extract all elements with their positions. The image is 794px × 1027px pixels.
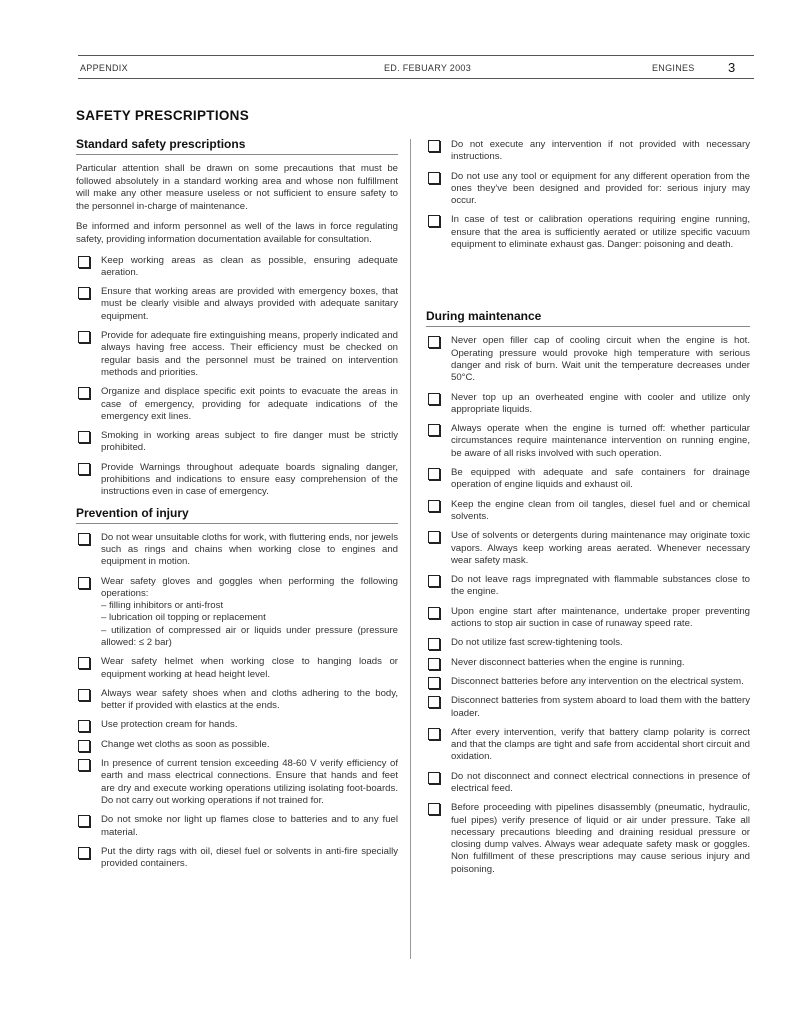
maintenance-checklist [426,335,750,876]
checklist-item: Upon engine start after maintenance, undertake proper preventing actions to stop air suction in case of runaway speed rate. [426,606,750,631]
checkbox-icon [78,387,90,399]
checkbox-icon [78,847,90,859]
checkbox-icon [428,696,440,708]
checklist-item: Ensure that working areas are provided with emergency boxes, that must be clearly visible and always provided with adequate sanitary equipment. [76,286,398,323]
checklist-item: Disconnect batteries from system aboard to load them with the battery loader. [426,695,750,720]
checklist-item: Use protection cream for hands. [76,719,398,731]
checkbox-icon [428,575,440,587]
checkbox-icon [78,256,90,268]
right-column [426,139,750,883]
checkbox-icon [78,577,90,589]
header-section-label: APPENDIX [80,63,128,73]
checklist-item: Do not disconnect and connect electrical connections in presence of electrical feed. [426,771,750,796]
checklist-item: Do not utilize fast screw-tightening tools. [426,637,750,649]
checkbox-icon [78,463,90,475]
checklist-item: Change wet cloths as soon as possible. [76,739,398,751]
checklist-item: Do not smoke nor light up flames close to batteries and to any fuel material. [76,814,398,839]
checklist-item: Provide for adequate fire extinguishing means, properly indicated and always having free access. Their efficiency must be checked on regular basis and the personnel must be trained on intervention methods and priorities. [76,330,398,379]
checklist-item: Before proceeding with pipelines disassembly (pneumatic, hydraulic, fuel pipes) verify presence of liquid or air under pressure. Take all necessary precautions bleeding and draining residual pressure or closing dump valves. Always wear adequate safety mask or goggles. Non fulfillment of these prescriptions may cause serious injury and poisoning. [426,802,750,876]
checkbox-icon [428,424,440,436]
checklist-item: Be equipped with adequate and safe containers for drainage operation of engine liquids and exhaust oil. [426,467,750,492]
checklist-item: Do not execute any intervention if not provided with necessary instructions. [426,139,750,164]
section-title-injury: Prevention of injury [76,506,398,524]
continued-checklist [426,139,750,251]
header-bottom-rule [78,78,754,79]
checkbox-icon [78,740,90,752]
checklist-item: Provide Warnings throughout adequate boards signaling danger, prohibitions and indications to ensure easy comprehension of the instructions even in case of emergency. [76,462,398,499]
checkbox-icon [428,468,440,480]
checkbox-icon [428,728,440,740]
paragraph: Particular attention shall be drawn on some precautions that must be followed absolutely in a standard working area and whose non fulfillment will make any other measure useless or not sufficient to ensure safety to the personnel in-charge of maintenance. [76,163,398,212]
page-number: 3 [728,60,736,75]
standard-checklist [76,255,398,499]
checklist-item: Smoking in working areas subject to fire danger must be strictly prohibited. [76,430,398,455]
checklist-item: Never disconnect batteries when the engine is running. [426,657,750,669]
checklist-item: Keep the engine clean from oil tangles, diesel fuel and or chemical solvents. [426,499,750,524]
checklist-item: Do not leave rags impregnated with flammable substances close to the engine. [426,574,750,599]
section-title-maintenance: During maintenance [426,309,750,327]
checkbox-icon [428,172,440,184]
checkbox-icon [428,531,440,543]
checklist-item: Keep working areas as clean as possible, ensuring adequate aeration. [76,255,398,280]
checkbox-icon [428,638,440,650]
checkbox-icon [428,393,440,405]
checkbox-icon [78,689,90,701]
checklist-item: Use of solvents or detergents during maintenance may originate toxic vapors. Always keep working areas aerated. Whenever necessary wear safety mask. [426,530,750,567]
checklist-item: Organize and displace specific exit points to evacuate the areas in case of emergency, providing for adequate indications of the emergency exit lines. [76,386,398,423]
checkbox-icon [428,772,440,784]
checklist-item: After every intervention, verify that battery clamp polarity is correct and that the clamps are tight and safe from accidental short circuit and oxidation. [426,727,750,764]
checkbox-icon [428,336,440,348]
column-divider [410,139,411,959]
checkbox-icon [428,500,440,512]
checklist-item: Never top up an overheated engine with cooler and utilize only appropriate liquids. [426,392,750,417]
checkbox-icon [78,657,90,669]
section-title-standard: Standard safety prescriptions [76,137,398,155]
sub-item: – filling inhibitors or anti-frost [101,600,224,612]
checkbox-icon [428,677,440,689]
checklist-item: Do not wear unsuitable cloths for work, with fluttering ends, nor jewels such as rings and chains when working close to engines and equipment in motion. [76,532,398,569]
checklist-item: Always operate when the engine is turned off: whether particular circumstances require maintenance intervention on running engine, be aware of all risks involved with such operation. [426,423,750,460]
sub-item: – lubrication oil topping or replacement [101,612,266,624]
header-top-rule [78,55,754,56]
checkbox-icon [78,431,90,443]
page-header [78,50,754,80]
checkbox-icon [428,140,440,152]
checkbox-icon [78,533,90,545]
checklist-item: In presence of current tension exceeding 48-60 V verify efficiency of earth and mass electrical connections. Ensure that hands and feet are dry and execute working operations utilizing isolating foot-boards. Do not carry out working operations if not trained for. [76,758,398,807]
header-chapter-label: ENGINES [652,63,695,73]
checklist-item: Do not use any tool or equipment for any different operation from the ones they've been designed and provided for: serious injury may occur. [426,171,750,208]
checkbox-icon [428,658,440,670]
checkbox-icon [428,215,440,227]
header-edition-label: ED. FEBUARY 2003 [384,63,472,73]
left-column [76,137,398,877]
checkbox-icon [428,607,440,619]
sub-item: – utilization of compressed air or liquids under pressure (pressure allowed: ≤ 2 bar) [101,624,398,648]
paragraph: Be informed and inform personnel as well of the laws in force regulating safety, providing information documentation available for consultation. [76,221,398,245]
checklist-item: Put the dirty rags with oil, diesel fuel or solvents in anti-fire specially provided containers. [76,846,398,871]
injury-checklist [76,532,398,871]
checklist-item: Wear safety gloves and goggles when performing the following operations: – filling inhibitors or anti-frost – lubrication oil topping or replacement – utilization of compressed air or liquids under pressure (pressure allowed: ≤ 2 bar) [76,576,398,650]
checklist-item: Wear safety helmet when working close to hanging loads or equipment working at head height level. [76,656,398,681]
checklist-item: Never open filler cap of cooling circuit when the engine is hot. Operating pressure would provoke high temperature with serious danger and risk of burn. Wait unit the temperature decreases under 50°C. [426,335,750,384]
checkbox-icon [78,720,90,732]
checklist-item: Disconnect batteries before any intervention on the electrical system. [426,676,750,688]
checkbox-icon [78,331,90,343]
checklist-item: In case of test or calibration operations requiring engine running, ensure that the area is sufficiently aerated or utilize specific vacuum equipment to eliminate exhaust gas. Danger: poisoning and death. [426,214,750,251]
checkbox-icon [428,803,440,815]
page-title: SAFETY PRESCRIPTIONS [76,108,250,123]
checklist-item: Always wear safety shoes when and cloths adhering to the body, better if provided with elastics at the ends. [76,688,398,713]
checkbox-icon [78,287,90,299]
checkbox-icon [78,759,90,771]
checkbox-icon [78,815,90,827]
